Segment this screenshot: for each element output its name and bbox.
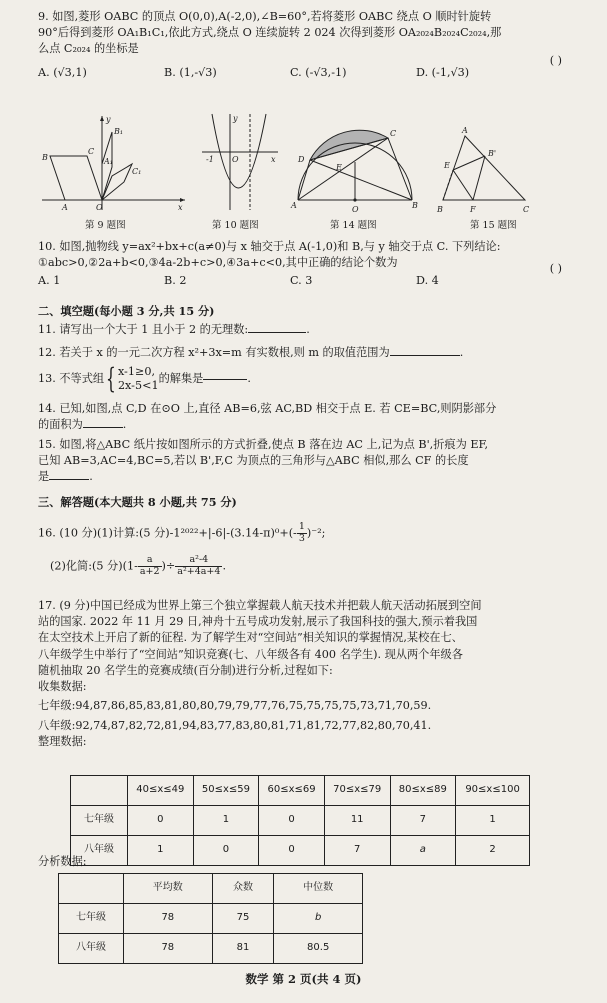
q13-blank [203, 379, 247, 380]
statistics-table [58, 873, 363, 964]
question-9 [38, 9, 577, 81]
q10-option-c: C. 3 [290, 274, 313, 288]
q14-blank [83, 427, 123, 428]
question-11: 11. 请写出一个大于 1 且小于 2 的无理数: . [38, 323, 310, 337]
fig10-label-y: y [233, 114, 238, 123]
freq-header-70-79: 70≤x≤79 [324, 776, 390, 806]
q12-blank [390, 355, 460, 356]
fig9-label-y: y [106, 115, 111, 124]
q16-part2 [38, 555, 577, 578]
statistics-table-header [59, 874, 363, 904]
fig9-label-c1: C₁ [132, 167, 142, 176]
question-13: 13. 不等式组{ x-1≥0, 2x-5<1 的解集是 . [38, 362, 251, 395]
table-cell: a [390, 836, 456, 866]
page-footer: 数学 第 2 页(共 4 页) [245, 972, 362, 986]
stats-header-mode: 众数 [212, 874, 274, 904]
fig9-label-a: A [62, 203, 68, 212]
fig10-label-o: O [232, 155, 239, 164]
q11-text: 11. 请写出一个大于 1 且小于 2 的无理数: [38, 323, 249, 337]
fig9-label-b: B [42, 153, 48, 162]
q13-eq2: 2x-5<1 [117, 379, 159, 392]
fig14-label-b: B [412, 201, 418, 210]
q16-part2-num1: a [138, 555, 162, 567]
table-row [59, 904, 363, 934]
table-cell: 2 [456, 836, 530, 866]
section-2-title: 二、填空题(每小题 3 分,共 15 分) [38, 304, 215, 318]
caption-fig15: 第 15 题图 [470, 220, 517, 231]
table-cell: 78 [124, 904, 213, 934]
figure-15 [435, 122, 535, 217]
q9-option-a: A. (√3,1) [38, 65, 87, 79]
question-17 [38, 598, 577, 750]
q16-part1-suffix: )⁻²; [306, 526, 326, 540]
table-cell: 7 [390, 806, 456, 836]
question-12: 12. 若关于 x 的一元二次方程 x²+3x=m 有实数根,则 m 的取值范围为 . [38, 346, 464, 360]
freq-row2-label: 八年级 [71, 836, 128, 866]
q9-line1: 9. 如图,菱形 OABC 的顶点 O(0,0),A(-2,0),∠B=60°,若将菱形 OABC 绕点 O 顺时针旋转 [38, 10, 492, 23]
fig9-label-c: C [88, 147, 95, 156]
stats-header-corner [59, 874, 124, 904]
table-cell: 78 [124, 934, 213, 964]
fig14-label-c: C [390, 129, 397, 138]
q16-part2-num2: a²-4 [175, 555, 222, 567]
q10-answer-paren: ( ) [549, 262, 562, 275]
section-2 [38, 303, 577, 362]
q16-part2-mid: )÷ [161, 559, 176, 573]
freq-header-90-100: 90≤x≤100 [456, 776, 530, 806]
freq-header-60-69: 60≤x≤69 [259, 776, 325, 806]
q9-option-c: C. (-√3,-1) [290, 65, 347, 79]
table-cell: 75 [212, 904, 274, 934]
table-row [71, 806, 530, 836]
q12-text: 12. 若关于 x 的一元二次方程 x²+3x=m 有实数根,则 m 的取值范围为 [38, 346, 390, 360]
q16-part2-frac2 [175, 555, 222, 578]
q15-line2: 已知 AB=3,AC=4,BC=5,若以 B',F,C 为顶点的三角形与△ABC 相似,那么 CF 的长度 [38, 454, 469, 468]
q9-line3: 么点 C₂₀₂₄ 的坐标是 [38, 42, 139, 56]
fig15-label-a: A [462, 126, 468, 135]
fig9-label-a1: A₁ [104, 157, 113, 166]
q16-part2-suffix: . [222, 559, 226, 573]
table-cell: 1 [456, 806, 530, 836]
caption-fig14: 第 14 题图 [330, 220, 377, 231]
q15-blank [49, 479, 89, 480]
freq-header-corner [71, 776, 128, 806]
q16-part2-den1: a+2 [139, 565, 160, 577]
q10-options [38, 273, 577, 289]
q10-option-b: B. 2 [164, 274, 187, 288]
q17-grade8-data: 八年级:92,74,87,82,72,81,94,83,77,83,80,81,71,81,72,77,82,80,70,41. [38, 718, 432, 732]
q10-line1: 10. 如图,抛物线 y=ax²+bx+c(a≠0)与 x 轴交于点 A(-1,0)和 B,与 y 轴交于点 C. 下列结论: [38, 240, 501, 253]
table-cell: 0 [193, 836, 259, 866]
q17-organize-label: 整理数据: [38, 734, 87, 748]
fig14-label-e: E [336, 163, 342, 172]
table-cell: b [274, 904, 363, 934]
q16-part2-den2: a²+4a+4 [177, 565, 221, 577]
fig9-label-o: O [96, 203, 103, 212]
q14-line1: 14. 已知,如图,点 C,D 在⊙O 上,直径 AB=6,弦 AC,BD 相交于点 E. 若 CE=BC,则阴影部分 [38, 402, 497, 415]
q16-part1-num: 1 [298, 521, 305, 532]
q9-line2: 90°后得到菱形 OA₁B₁C₁,依此方式,绕点 O 连续旋转 2 024 次得到菱形 OA₂₀₂₄B₂₀₂₄C₂₀₂₄,那 [38, 26, 502, 40]
stats-row1-label: 七年级 [59, 904, 124, 934]
q13-prefix: 13. 不等式组 [38, 371, 105, 385]
question-14 [38, 401, 577, 433]
q15-line3: 是 [38, 470, 50, 484]
q15-line3-wrap: 是 . [38, 470, 93, 484]
fig9-label-b1: B₁ [114, 127, 124, 136]
fig14-label-a: A [291, 201, 297, 210]
q9-option-b: B. (1,-√3) [164, 65, 217, 79]
freq-header-80-89: 80≤x≤89 [390, 776, 456, 806]
table-cell: 7 [324, 836, 390, 866]
q17-line4: 八年级学生中举行了“空间站”知识竞赛(七、八年级各有 400 名学生). 现从两个年级各 [38, 647, 463, 661]
frequency-table-header [71, 776, 530, 806]
q13-suffix: 的解集是 [158, 371, 204, 385]
table-cell: 81 [212, 934, 274, 964]
figure-10 [200, 112, 280, 212]
q14-line2-wrap: 的面积为 . [38, 418, 127, 432]
stats-header-median: 中位数 [274, 874, 363, 904]
q13-system [118, 365, 159, 393]
fig15-label-bprime: B' [488, 149, 497, 158]
q11-blank [248, 332, 306, 333]
q16-part1-den: 3 [298, 532, 305, 544]
q14-line2: 的面积为 [38, 418, 83, 432]
table-row [59, 934, 363, 964]
q16-part1-frac [297, 522, 307, 545]
table-cell: 11 [324, 806, 390, 836]
q9-option-d: D. (-1,√3) [416, 65, 470, 79]
q17-line1: 17. (9 分)中国已经成为世界上第三个独立掌握载人航天技术并把载人航天活动拓展到空间 [38, 599, 482, 612]
fig15-label-f: F [470, 205, 476, 214]
q9-answer-paren: ( ) [549, 54, 562, 67]
table-row [71, 836, 530, 866]
figure-9 [40, 112, 190, 212]
section-3 [38, 494, 577, 510]
fig14-label-o: O [352, 205, 359, 214]
q17-line5: 随机抽取 20 名学生的竞赛成绩(百分制)进行分析,过程如下: [38, 663, 333, 677]
fig15-label-e: E [444, 161, 450, 170]
table-cell: 0 [259, 836, 325, 866]
fig15-label-b: B [437, 205, 443, 214]
table-cell: 0 [259, 806, 325, 836]
q17-line3: 在太空技术上开启了新的征程. 为了解学生对“空间站”相关知识的掌握情况,某校在七、 [38, 631, 463, 645]
stats-header-mean: 平均数 [124, 874, 213, 904]
freq-header-40-49: 40≤x≤49 [128, 776, 194, 806]
stats-row2-label: 八年级 [59, 934, 124, 964]
q17-collect-label: 收集数据: [38, 680, 87, 694]
question-10 [38, 239, 577, 290]
q9-options [38, 65, 577, 81]
table-cell: 1 [193, 806, 259, 836]
table-cell: 1 [128, 836, 194, 866]
figure-14 [290, 122, 420, 217]
q10-option-d: D. 4 [416, 274, 439, 288]
fig10-label-neg1: -1 [206, 155, 214, 164]
q16-part2-prefix: (2)化简:(5 分)(1- [50, 559, 138, 573]
q13-brace: { [106, 362, 116, 395]
q17-analyze-label: 分析数据: [38, 855, 87, 868]
table-cell: 0 [128, 806, 194, 836]
fig15-label-c: C [523, 205, 530, 214]
q16-part1 [38, 522, 577, 545]
section-3-title: 三、解答题(本大题共 8 小题,共 75 分) [38, 495, 237, 509]
q15-line1: 15. 如图,将△ABC 纸片按如图所示的方式折叠,使点 B 落在边 AC 上,记为点 B',折痕为 EF, [38, 438, 489, 451]
q13-eq1: x-1≥0, [117, 365, 155, 378]
caption-fig9: 第 9 题图 [85, 220, 126, 231]
q10-line2: ①abc>0,②2a+b<0,③4a-2b+c>0,④3a+c<0,其中正确的结论个数为 [38, 256, 398, 270]
q10-option-a: A. 1 [38, 274, 61, 288]
freq-row1-label: 七年级 [71, 806, 128, 836]
q17-line2: 站的国家. 2022 年 11 月 29 日,神舟十五号成功发射,展示了我国科技的强大,预示着我国 [38, 615, 478, 629]
fig9-label-x: x [178, 203, 183, 212]
fig14-label-d: D [298, 155, 305, 164]
freq-header-50-59: 50≤x≤59 [193, 776, 259, 806]
caption-fig10: 第 10 题图 [212, 220, 259, 231]
q16-part1-prefix: 16. (10 分)(1)计算:(5 分)-1²⁰²²+|-6|-(3.14-π)⁰+(- [38, 526, 297, 540]
q16-part2-frac1 [138, 555, 162, 578]
table-cell: 80.5 [274, 934, 363, 964]
fig10-label-x: x [271, 155, 276, 164]
question-16 [38, 522, 577, 578]
question-15 [38, 437, 577, 486]
frequency-table [70, 775, 530, 866]
q17-grade7-data: 七年级:94,87,86,85,83,81,80,80,79,79,77,76,75,75,75,75,73,71,70,59. [38, 699, 432, 713]
